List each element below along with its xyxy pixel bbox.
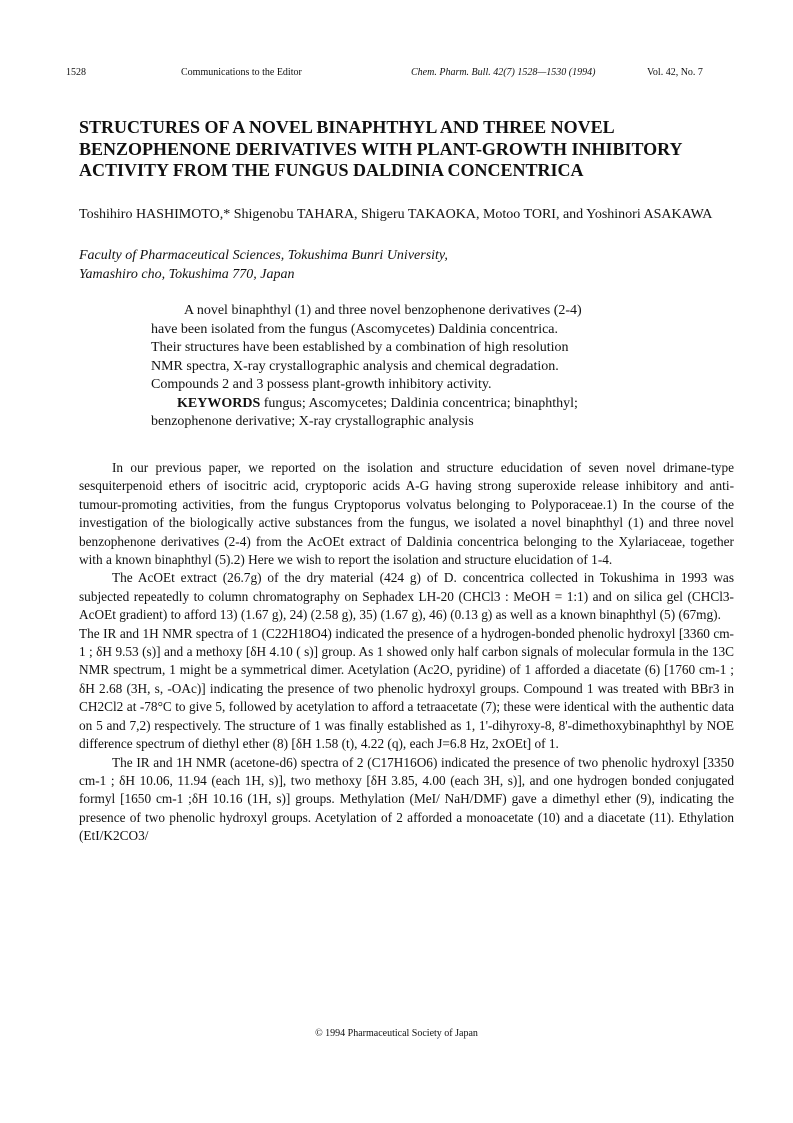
abstract [151, 302, 691, 432]
section-name: Communications to the Editor [181, 67, 302, 78]
body-paragraph: The IR and 1H NMR (acetone-d6) spectra of 2 (C17H16O6) indicated the presence of two phenolic hydroxyl [3350 cm-1 ; δH 10.06, 11.94 (each 1H, s)], two methoxy [δH 3.85, 4.00 (each 3H, s)], and one hydrogen bonded conjugated formyl [1650 cm-1 ;δH 10.16 (1H, s)] groups. Methylation (MeI/ NaH/DMF) gave a dimethyl ether (9), indicating the presence of two phenolic hydroxyl groups. Acetylation of 2 afforded a monoacetate (10) and a diacetate (11). Ethylation (EtI/K2CO3/ [79, 754, 734, 844]
volume-issue: Vol. 42, No. 7 [647, 67, 703, 78]
copyright-footer: © 1994 Pharmaceutical Society of Japan [315, 1028, 478, 1039]
article-title [79, 117, 759, 182]
journal-citation: Chem. Pharm. Bull. 42(7) 1528—1530 (1994) [411, 67, 596, 78]
affiliation [79, 246, 759, 284]
keywords-line [151, 395, 691, 414]
title-line: ACTIVITY FROM THE FUNGUS DALDINIA CONCENTRICA [79, 160, 584, 180]
affiliation-line: Yamashiro cho, Tokushima 770, Japan [79, 267, 295, 282]
title-line: STRUCTURES OF A NOVEL BINAPHTHYL AND THREE NOVEL [79, 117, 615, 137]
title-line: BENZOPHENONE DERIVATIVES WITH PLANT-GROWTH INHIBITORY [79, 138, 683, 159]
abstract-line: Compounds 2 and 3 possess plant-growth inhibitory activity. [151, 377, 492, 392]
abstract-line: NMR spectra, X-ray crystallographic analysis and chemical degradation. [151, 358, 559, 374]
body-paragraph: The IR and 1H NMR spectra of 1 (C22H18O4) indicated the presence of a hydrogen-bonded phenolic hydroxyl [3360 cm-1 ; δH 9.53 (s)] and a methoxy [δH 4.10 ( s)] group. As 1 showed only half carbon signals of molecular formula in the 13C NMR spectrum, 1 might be a symmetrical dimer. Acetylation (Ac2O, pyridine) of 1 afforded a diacetate (6) [1760 cm-1 ; δH 2.68 (3H, s, -OAc)] indicating the presence of two phenolic hydroxyl groups. Compound 1 was treated with BBr3 in CH2Cl2 at -78°C to give 5, followed by acetylation to afford a tetraacetate (7); these were identical with the authentic data on 5 and 7,2) respectively. The structure of 1 was finally established as 1, 1'-dihyroxy-8, 8'-dimethoxybinaphthyl by NOE difference spectrum of diethyl ether (8) [δH 1.58 (t), 4.22 (q), each J=6.8 Hz, 2xOEt] of 1. [79, 625, 734, 752]
keywords-line: benzophenone derivative; X-ray crystallographic analysis [151, 414, 474, 429]
body-paragraph: In our previous paper, we reported on the isolation and structure educidation of seven novel drimane-type sesquiterpenoid ethers of isocitric acid, cryptoporic acids A-G having strong superoxide release inhibitory and anti-tumour-promoting activities, from the fungus Cryptoporus volvatus belonging to Polyporaceae.1) In the course of the investigation of the biologically active substances from the fungus, we isolated a novel binaphthyl (1) and three novel benzophenone derivatives (2-4) from the AcOEt extract of Daldinia concentrica belonging to the Xylariaceae, together with a known binaphthyl (5).2) Here we wish to report the isolation and structure elucidation of 1-4. [79, 460, 734, 568]
abstract-line: have been isolated from the fungus (Ascomycetes) Daldinia concentrica. [151, 321, 559, 337]
affiliation-line: Faculty of Pharmaceutical Sciences, Tokushima Bunri University, [79, 248, 448, 263]
abstract-line: Their structures have been established by a combination of high resolution [151, 340, 569, 355]
body-paragraph: The AcOEt extract (26.7g) of the dry material (424 g) of D. concentrica collected in Tokushima in 1993 was subjected repeatedly to column chromatography on Sephadex LH-20 (CHCl3 : MeOH = 1:1) and on silica gel (CHCl3-AcOEt gradient) to afford 13) (1.67 g), 24) (2.58 g), 35) (1.67 g), 46) (0.13 g) as well as a known binaphthyl (5) (67mg). [79, 570, 734, 623]
article-body [79, 459, 734, 846]
keywords-text: fungus; Ascomycetes; Daldinia concentrica; binaphthyl; [260, 395, 578, 411]
page-number: 1528 [66, 67, 86, 78]
abstract-line: A novel binaphthyl (1) and three novel benzophenone derivatives (2-4) [184, 303, 582, 318]
keywords-label: KEYWORDS [177, 395, 261, 411]
author-list: Toshihiro HASHIMOTO,* Shigenobu TAHARA, Shigeru TAKAOKA, Motoo TORI, and Yoshinori ASAKAWA [79, 207, 713, 222]
